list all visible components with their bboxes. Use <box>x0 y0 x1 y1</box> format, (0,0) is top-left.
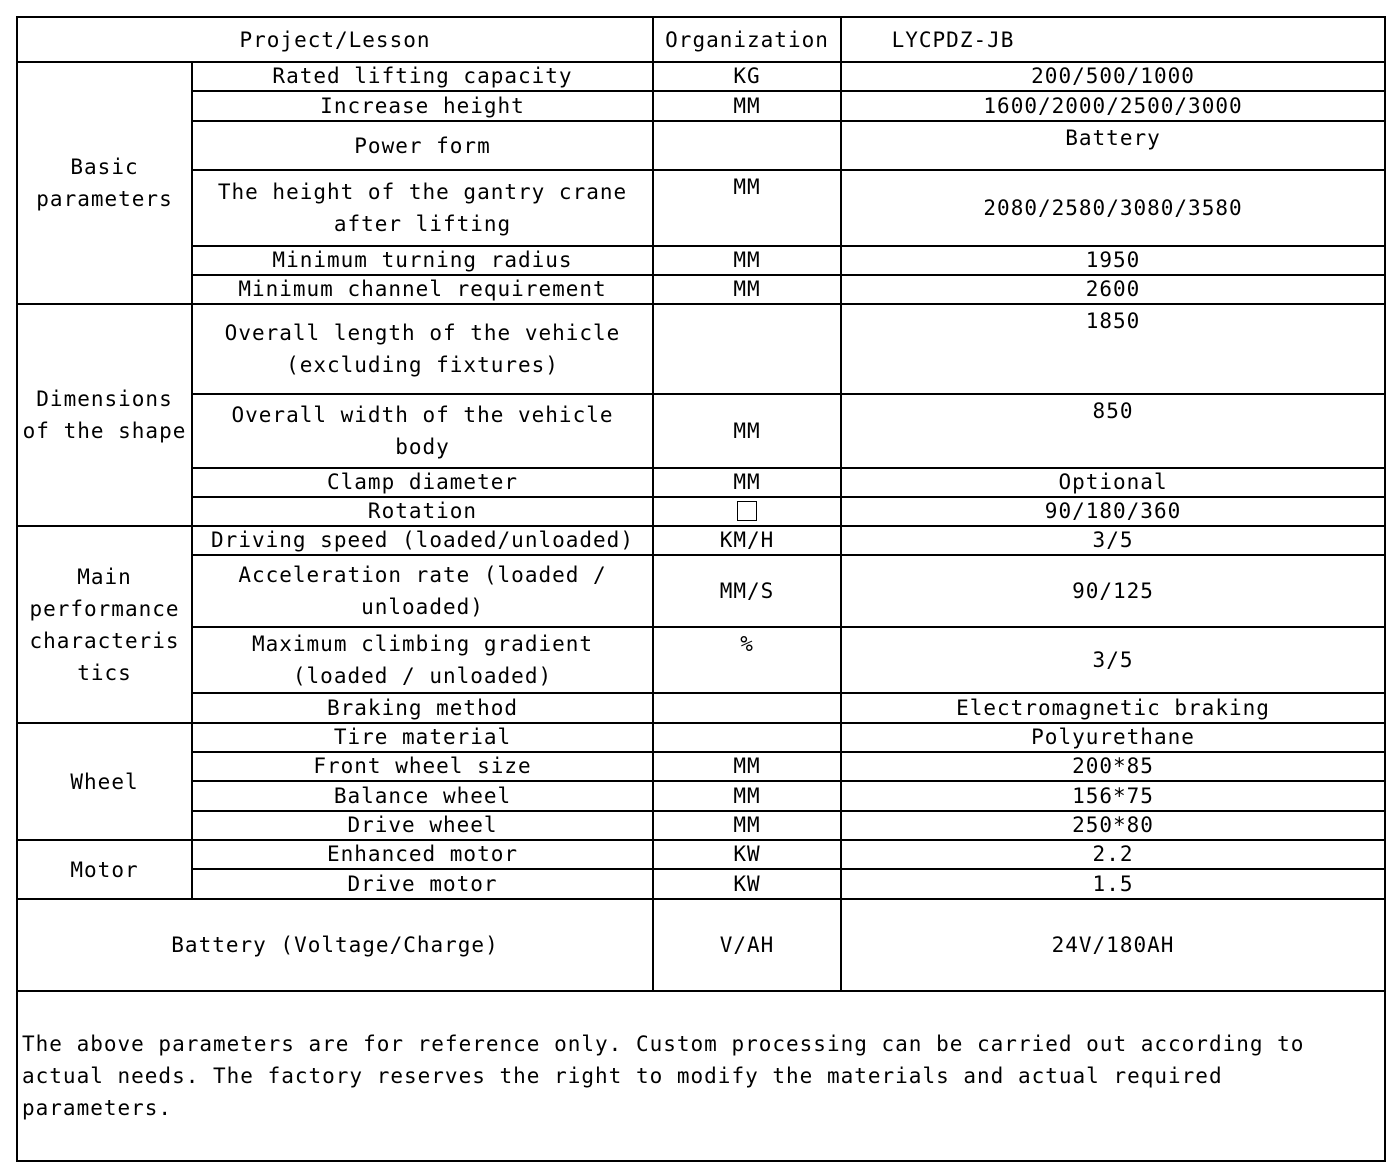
table-row <box>17 468 1385 497</box>
group-basic: Basic parameters <box>17 62 192 304</box>
table-row <box>17 899 1385 991</box>
row-value: 156*75 <box>841 781 1385 811</box>
row-label: Rotation <box>192 497 653 526</box>
row-value: Battery <box>841 121 1385 170</box>
checkbox-square-icon <box>737 501 757 521</box>
row-unit: MM <box>653 394 841 468</box>
row-unit: KW <box>653 840 841 869</box>
table-row <box>17 555 1385 627</box>
row-unit: MM/S <box>653 555 841 627</box>
row-unit: % <box>653 627 841 693</box>
row-label: The height of the gantry crane after lifting <box>192 170 653 246</box>
row-value: 2.2 <box>841 840 1385 869</box>
row-label: Balance wheel <box>192 781 653 811</box>
table-row <box>17 627 1385 693</box>
header-model <box>841 17 1385 62</box>
row-value: 3/5 <box>841 526 1385 555</box>
table-row <box>17 121 1385 170</box>
header-project: Project/Lesson <box>17 17 653 62</box>
row-label: Increase height <box>192 91 653 121</box>
row-unit: MM <box>653 811 841 840</box>
row-label: Maximum climbing gradient (loaded / unloaded) <box>192 627 653 693</box>
row-unit: V/AH <box>653 899 841 991</box>
group-motor: Motor <box>17 840 192 899</box>
note-row <box>17 991 1385 1161</box>
table-row <box>17 62 1385 91</box>
table-row <box>17 246 1385 275</box>
group-dimensions: Dimensions of the shape <box>17 304 192 526</box>
row-value: 850 <box>841 394 1385 468</box>
row-unit: MM <box>653 275 841 304</box>
row-label: Front wheel size <box>192 752 653 781</box>
row-unit <box>653 723 841 752</box>
row-label: Acceleration rate (loaded / unloaded) <box>192 555 653 627</box>
row-label: Power form <box>192 121 653 170</box>
row-label: Drive wheel <box>192 811 653 840</box>
row-unit: MM <box>653 781 841 811</box>
row-unit: MM <box>653 752 841 781</box>
row-label: Minimum channel requirement <box>192 275 653 304</box>
group-performance: Main performance characteris tics <box>17 526 192 723</box>
row-unit: KM/H <box>653 526 841 555</box>
row-label: Drive motor <box>192 869 653 899</box>
row-label: Minimum turning radius <box>192 246 653 275</box>
row-unit <box>653 693 841 723</box>
row-label: Braking method <box>192 693 653 723</box>
row-value: 200*85 <box>841 752 1385 781</box>
row-label: Enhanced motor <box>192 840 653 869</box>
row-value: 2600 <box>841 275 1385 304</box>
table-row <box>17 497 1385 526</box>
row-unit <box>653 304 841 394</box>
table-row <box>17 304 1385 394</box>
row-value: 1850 <box>841 304 1385 394</box>
table-row <box>17 840 1385 869</box>
row-label: Tire material <box>192 723 653 752</box>
table-row <box>17 723 1385 752</box>
row-value: 1.5 <box>841 869 1385 899</box>
table-row <box>17 526 1385 555</box>
row-value: Polyurethane <box>841 723 1385 752</box>
header-row <box>17 17 1385 62</box>
row-label: Clamp diameter <box>192 468 653 497</box>
row-unit: MM <box>653 468 841 497</box>
table-row <box>17 170 1385 246</box>
disclaimer-note: The above parameters are for reference only. Custom processing can be carried out according to actual needs. The factory reserves the right to modify the materials and actual required parameters. <box>17 991 1385 1161</box>
table-row <box>17 394 1385 468</box>
row-value: 24V/180AH <box>841 899 1385 991</box>
row-unit: KW <box>653 869 841 899</box>
row-value: 90/180/360 <box>841 497 1385 526</box>
group-wheel: Wheel <box>17 723 192 840</box>
row-value: 250*80 <box>841 811 1385 840</box>
table-row <box>17 693 1385 723</box>
row-label: Overall width of the vehicle body <box>192 394 653 468</box>
row-label: Battery (Voltage/Charge) <box>17 899 653 991</box>
row-unit <box>653 121 841 170</box>
table-row <box>17 781 1385 811</box>
row-value: Optional <box>841 468 1385 497</box>
row-value: 1950 <box>841 246 1385 275</box>
row-value: 3/5 <box>841 627 1385 693</box>
row-label: Driving speed (loaded/unloaded) <box>192 526 653 555</box>
row-value: 1600/2000/2500/3000 <box>841 91 1385 121</box>
model-name: LYCPDZ-JB <box>891 27 1015 52</box>
row-label: Overall length of the vehicle (excluding fixtures) <box>192 304 653 394</box>
table-row <box>17 811 1385 840</box>
spec-table <box>16 16 1386 1162</box>
row-unit <box>653 497 841 526</box>
row-label: Rated lifting capacity <box>192 62 653 91</box>
row-unit: MM <box>653 246 841 275</box>
row-unit: KG <box>653 62 841 91</box>
row-value: Electromagnetic braking <box>841 693 1385 723</box>
row-unit: MM <box>653 91 841 121</box>
row-unit: MM <box>653 170 841 246</box>
table-row <box>17 275 1385 304</box>
row-value: 2080/2580/3080/3580 <box>841 170 1385 246</box>
table-row <box>17 91 1385 121</box>
table-row <box>17 869 1385 899</box>
row-value: 200/500/1000 <box>841 62 1385 91</box>
table-row <box>17 752 1385 781</box>
header-organization: Organization <box>653 17 841 62</box>
row-value: 90/125 <box>841 555 1385 627</box>
